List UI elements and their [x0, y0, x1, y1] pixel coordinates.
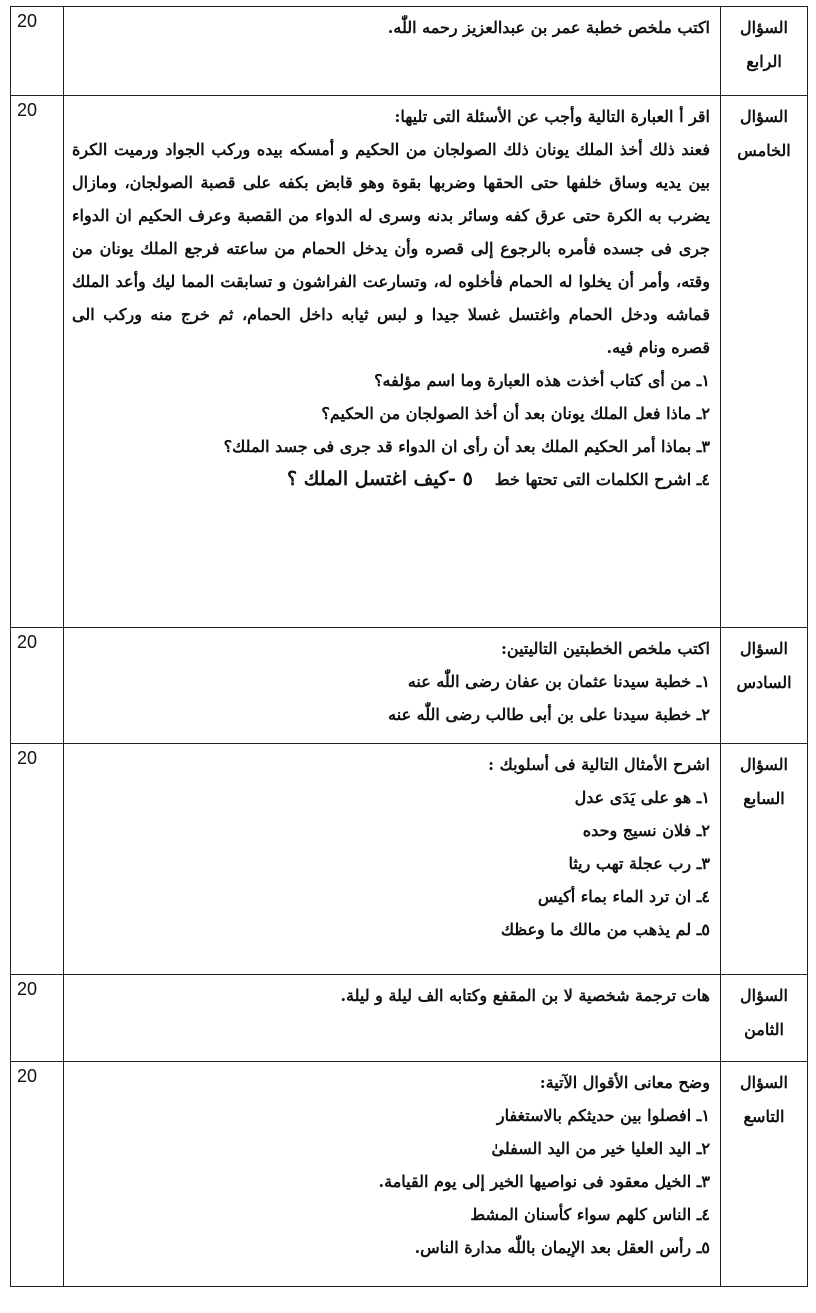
question-prompt: هات ترجمة شخصية لا بن المقفع وكتابه الف ليلة و ليلة.: [340, 986, 710, 1005]
question-label-word: السؤال: [740, 639, 788, 658]
list-item: ٢ـ اليد العليا خير من اليد السفلىٰ: [491, 1139, 710, 1158]
question-label: [721, 7, 808, 96]
question-score: 20: [11, 7, 64, 96]
question-row-8: [11, 975, 808, 1062]
reading-passage: فعند ذلك أخذ الملك يونان ذلك الصولجان من الحكيم و أمسكه بيده وركب الجواد ورميت الكرة بين يديه وساق خلفها حتى الحقها وضربها بقوة وهو قابض بكفه على قصبة الصولجان، ومازال يضرب به الكرة حتى عرق كفه وسائر بدنه وسرى له الدواء من القصبة وعرف الحكيم ان الدواء جرى فى جسده فأمره بالرجوع إلى قصره وأن يدخل الحمام من ساعته فرجع الملك يونان من وقته، وأمر أن يخلوا له الحمام فأخلوه له، وتسارعت الفراشون و تسابقت المما ليك وأعد الملك قماشه ودخل الحمام واغتسل غسلا جيدا و لبس ثيابه داخل الحمام، ثم خرج منه وركب الى قصره ونام فيه.: [72, 140, 711, 357]
list-item: ٣ـ رب عجلة تهب ريثا: [568, 854, 710, 873]
list-item: ٣ـ الخيل معقود فى نواصيها الخير إلى يوم القيامة.: [378, 1172, 710, 1191]
question-4-text: ٤ـ اشرح الكلمات التى تحتها خط: [494, 470, 710, 489]
list-item: ٥ـ رأس العقل بعد الإيمان باللّٰه مدارة الناس.: [414, 1238, 710, 1257]
list-item: ٣ـ بماذا أمر الحكيم الملك بعد أن رأى ان الدواء قد جرى فى جسد الملك؟: [223, 437, 710, 456]
question-row-6: [11, 628, 808, 744]
list-item: ١ـ من أى كتاب أخذت هذه العبارة وما اسم مؤلفه؟: [374, 371, 710, 390]
question-body: [64, 1062, 721, 1287]
question-prompt: اكتب ملخص خطبة عمر بن عبدالعزيز رحمه اللّٰه.: [387, 18, 710, 37]
question-body: [64, 628, 721, 744]
list-item: ٢ـ ماذا فعل الملك يونان بعد أن أخذ الصولجان من الحكيم؟: [321, 404, 710, 423]
list-item: ٤ـ الناس كلهم سواء كأسنان المشط: [470, 1205, 710, 1224]
question-label-word: السؤال: [740, 986, 788, 1005]
question-body: [64, 7, 721, 96]
list-item: ٢ـ فلان نسيج وحده: [582, 821, 710, 840]
question-row-4: [11, 7, 808, 96]
question-label: [721, 628, 808, 744]
question-label-number: الرابع: [746, 52, 782, 71]
question-label: [721, 1062, 808, 1287]
list-item: ٤ـ ان ترد الماء بماء أكيس: [537, 887, 710, 906]
question-label-number: الخامس: [737, 141, 791, 160]
list-item: ٥ـ لم يذهب من مالك ما وعظك: [500, 920, 710, 939]
question-score: 20: [11, 96, 64, 628]
question-label-number: السابع: [743, 789, 785, 808]
question-label-word: السؤال: [740, 18, 788, 37]
question-label-word: السؤال: [740, 107, 788, 126]
question-list: [72, 665, 710, 731]
question-list: [72, 1099, 710, 1264]
exam-questions-table: [10, 6, 808, 1287]
question-label-number: التاسع: [743, 1107, 785, 1126]
question-body: [64, 975, 721, 1062]
question-prompt: اقر أ العبارة التالية وأجب عن الأسئلة التى تليها:: [394, 107, 710, 126]
list-item: [72, 463, 710, 496]
question-5-handwritten: ٥ -كيف اغتسل الملك ؟: [287, 468, 473, 490]
question-prompt: وضح معانى الأقوال الآتية:: [539, 1073, 710, 1092]
list-item: ٢ـ خطبة سيدنا على بن أبى طالب رضى اللّٰه عنه: [388, 705, 710, 724]
question-body: [64, 96, 721, 628]
list-item: ١ـ هو على يَدَى عدل: [574, 788, 710, 807]
question-label-number: الثامن: [744, 1020, 784, 1039]
question-list: [72, 364, 710, 496]
question-label: [721, 96, 808, 628]
question-label-number: السادس: [736, 673, 792, 692]
question-score: 20: [11, 1062, 64, 1287]
question-list: [72, 781, 710, 946]
question-body: [64, 744, 721, 975]
question-label: [721, 744, 808, 975]
question-score: 20: [11, 975, 64, 1062]
question-row-5: [11, 96, 808, 628]
question-row-7: [11, 744, 808, 975]
question-prompt: اكتب ملخص الخطبتين التاليتين:: [500, 639, 710, 658]
question-score: 20: [11, 628, 64, 744]
question-row-9: [11, 1062, 808, 1287]
list-item: ١ـ افصلوا بين حديثكم بالاستغفار: [496, 1106, 710, 1125]
list-item: ١ـ خطبة سيدنا عثمان بن عفان رضى اللّٰه عنه: [407, 672, 710, 691]
question-score: 20: [11, 744, 64, 975]
question-prompt: اشرح الأمثال التالية فى أسلوبك :: [488, 755, 710, 774]
question-label-word: السؤال: [740, 1073, 788, 1092]
question-label: [721, 975, 808, 1062]
question-label-word: السؤال: [740, 755, 788, 774]
